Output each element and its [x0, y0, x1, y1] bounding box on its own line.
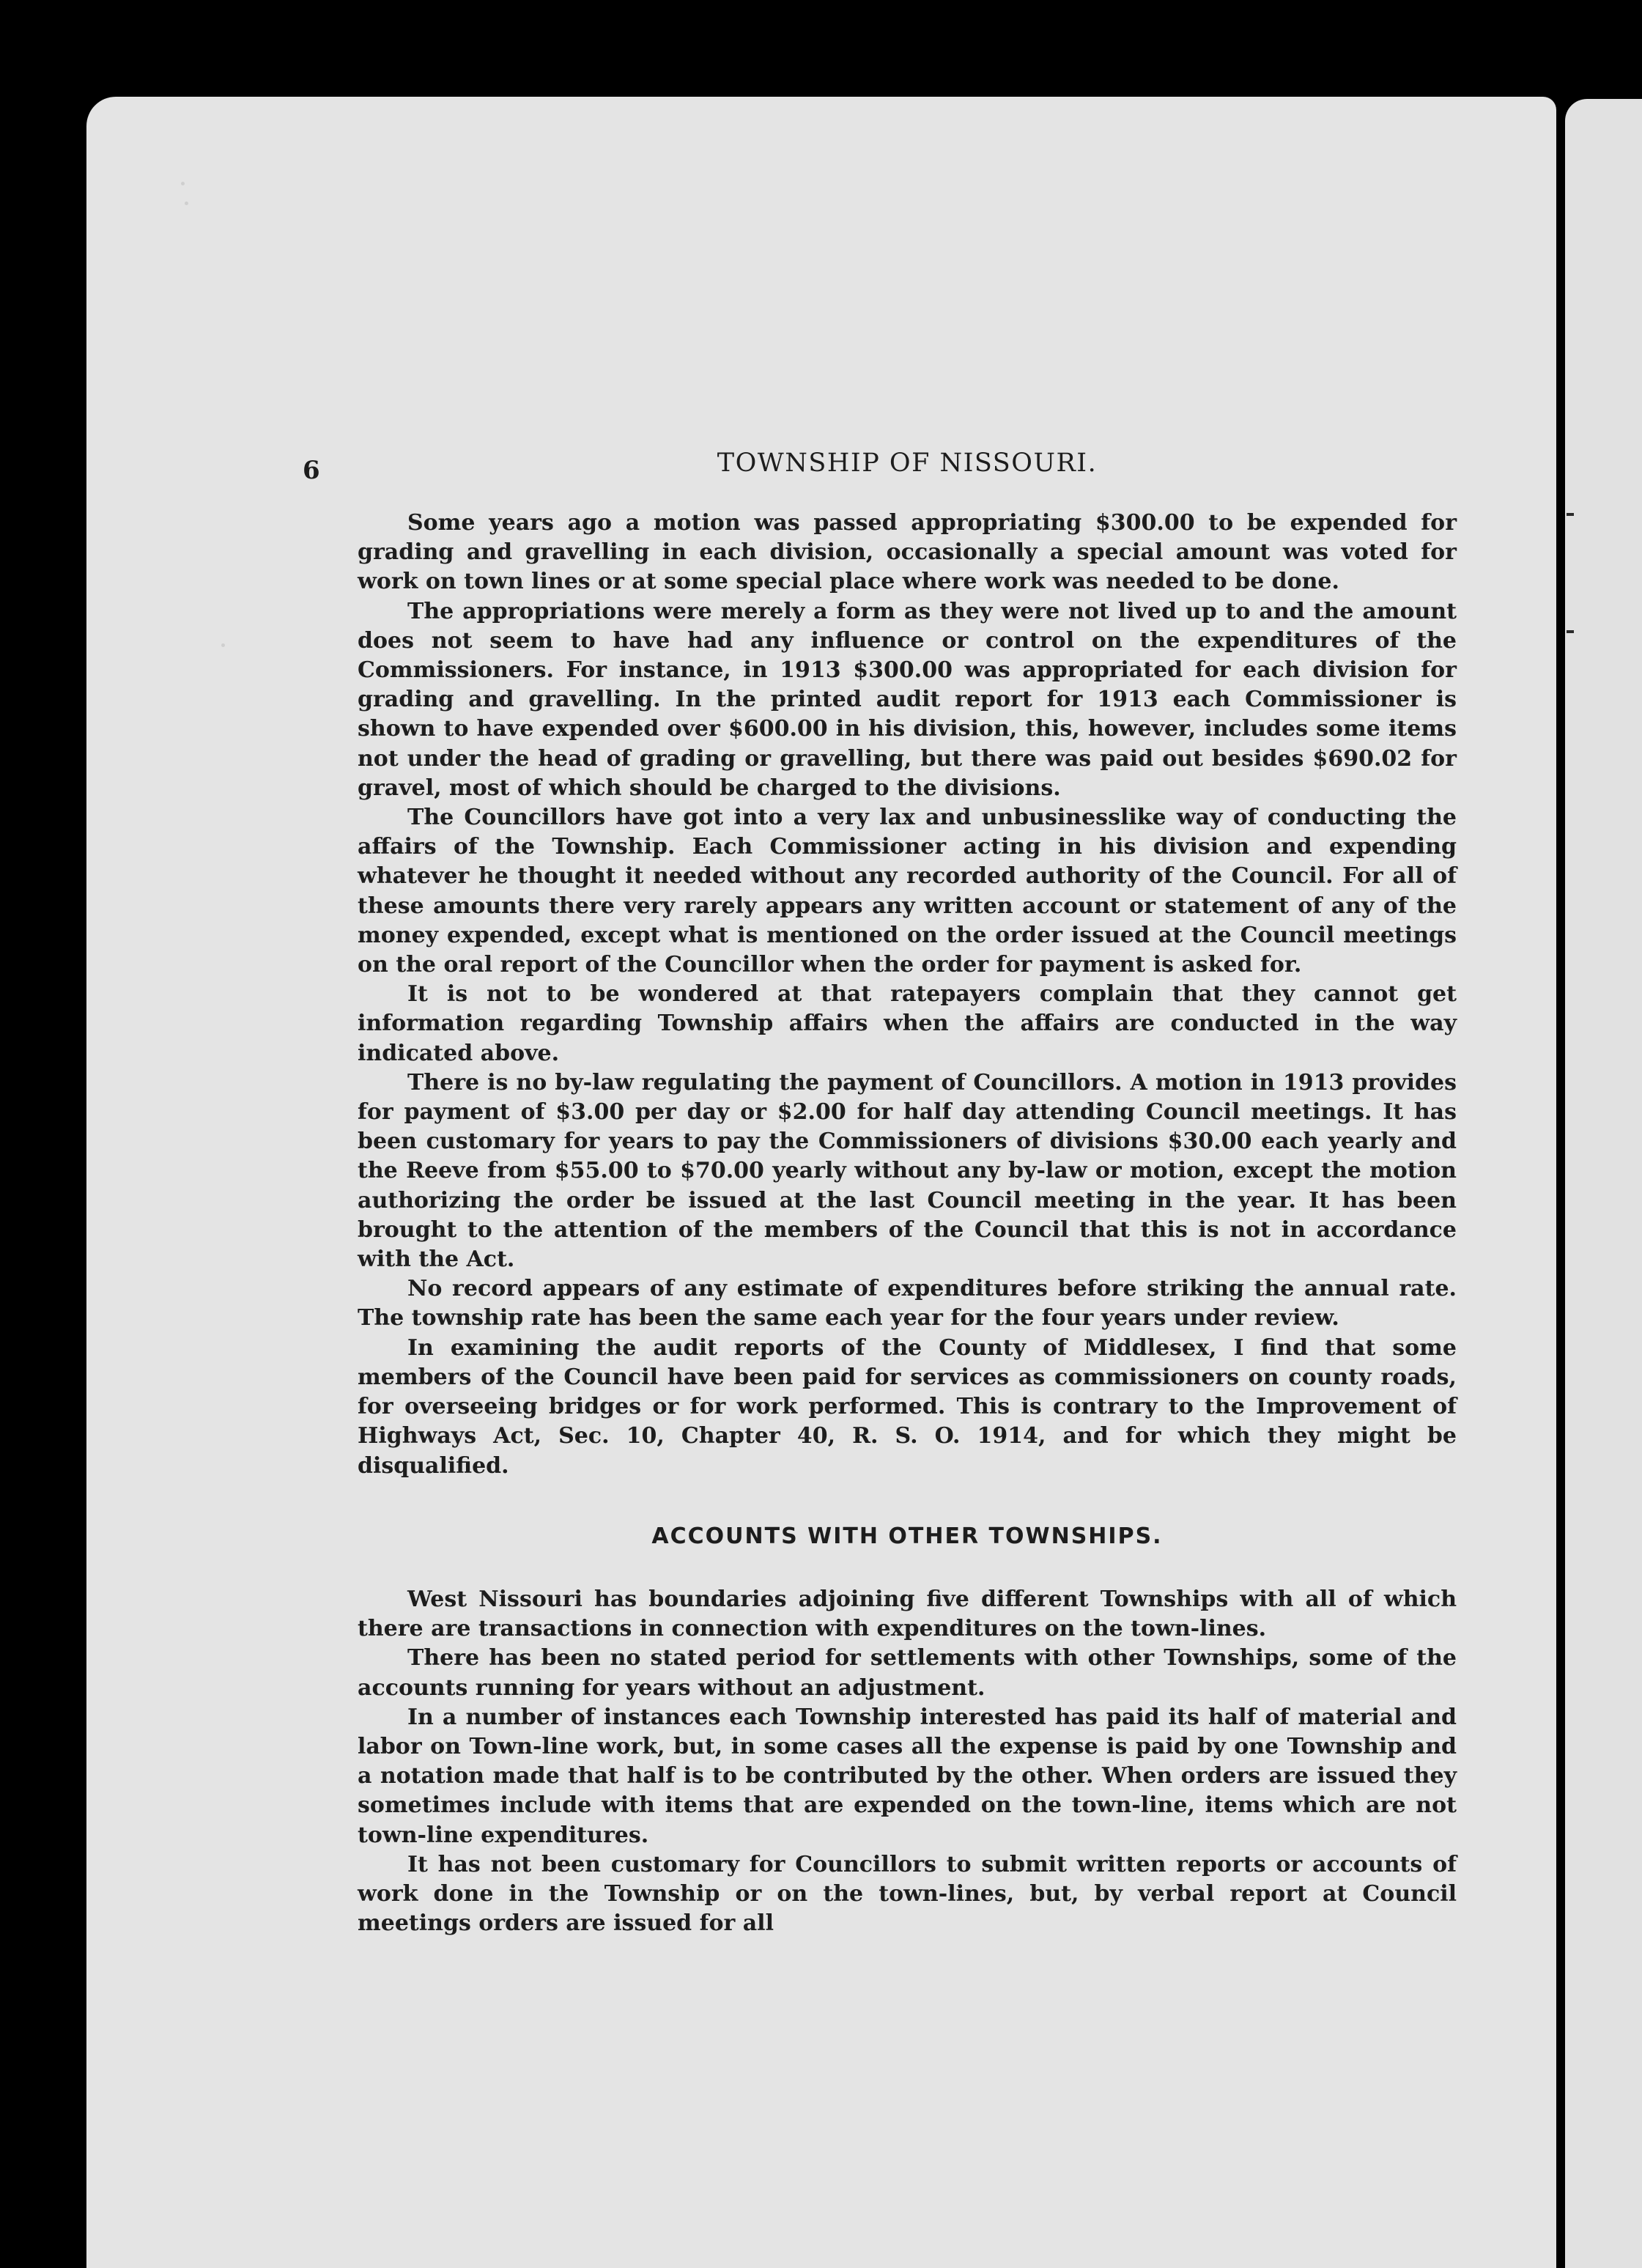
running-head: [303, 448, 1457, 485]
dust-speck: [181, 182, 185, 185]
page-content: [303, 448, 1457, 1938]
paragraph: There is no by-law regulating the payment of Councillors. A motion in 1913 provides for payment of $3.00 per day or $2.00 for half day attending Council meetings. It has been customary for years to pay the Commissioners of divisions $30.00 each yearly and the Reeve from $55.00 to $70.00 yearly without any by-law or motion, except the motion authorizing the order be issued at the last Council meeting in the year. It has been brought to the attention of the members of the Council that this is not in accordance with the Act.: [358, 1069, 1457, 1273]
paragraph: In a number of instances each Township interested has paid its half of material and labor on Town-line work, but, in some cases all the expense is paid by one Township and a notation made that half is to be contributed by the other. When orders are issued they sometimes include with items that are expended on the town-line, items which are not town-line expenditures.: [358, 1704, 1457, 1848]
document-page: [86, 97, 1556, 2268]
paragraph: In examining the audit reports of the County of Middlesex, I find that some members of the Council have been paid for services as commissioners on county roads, for overseeing bridges or for work performed. This is contrary to the Improvement of Highways Act, Sec. 10, Chapter 40, R. S. O. 1914, and for which they might be disqualified.: [358, 1334, 1457, 1479]
page-edge-mark: [1567, 630, 1574, 633]
dust-speck: [221, 643, 225, 647]
paragraph: The Councillors have got into a very lax and unbusinesslike way of conducting the affairs of the Township. Each Commissioner acting in his division and expending whatever he thought it needed without any recorded authority of the Council. For all of these amounts there very rarely appears any written account or statement of any of the money expended, except what is mentioned on the order issued at the Council meetings on the oral report of the Councillor when the order for payment is asked for.: [358, 805, 1457, 978]
paragraph: There has been no stated period for settlements with other Townships, some of the accounts running for years without an adjustment.: [358, 1645, 1457, 1701]
page-edge-mark: [1567, 513, 1574, 516]
paragraph: The appropriations were merely a form as they were not lived up to and the amount does not seem to have had any influence or control on the expenditures of the Commissioners. For instance, in 1913 $300.00 was appropriated for each division for grading and gravelling. In the printed audit report for 1913 each Commissioner is shown to have expended over $600.00 in his division, this, however, includes some items not under the head of grading or gravelling, but there was paid out besides $690.02 for gravel, most of which should be charged to the divisions.: [358, 598, 1457, 801]
paragraph: It is not to be wondered at that ratepayers complain that they cannot get information regarding Township affairs when the affairs are conducted in the way indicated above.: [358, 981, 1457, 1066]
paragraph: No record appears of any estimate of expenditures before striking the annual rate. The township rate has been the same each year for the four years under review.: [358, 1276, 1457, 1331]
paragraph: Some years ago a motion was passed appropriating $300.00 to be expended for grading and gravelling in each division, occasionally a special amount was voted for work on town lines or at some special place where work was needed to be done.: [358, 510, 1457, 595]
adjacent-page-edge: [1565, 99, 1642, 2268]
page-number: 6: [303, 456, 320, 485]
section-heading: ACCOUNTS WITH OTHER TOWNSHIPS.: [651, 1523, 1163, 1549]
dust-speck: [185, 202, 188, 205]
paragraph: West Nissouri has boundaries adjoining five different Townships with all of which there are transactions in connection with expenditures on the town-lines.: [358, 1586, 1457, 1642]
page-header-title: TOWNSHIP OF NISSOURI.: [717, 448, 1098, 478]
paragraph: It has not been customary for Councillors to submit written reports or accounts of work done in the Township or on the town-lines, but, by verbal report at Council meetings orders are issued for all: [358, 1851, 1457, 1937]
